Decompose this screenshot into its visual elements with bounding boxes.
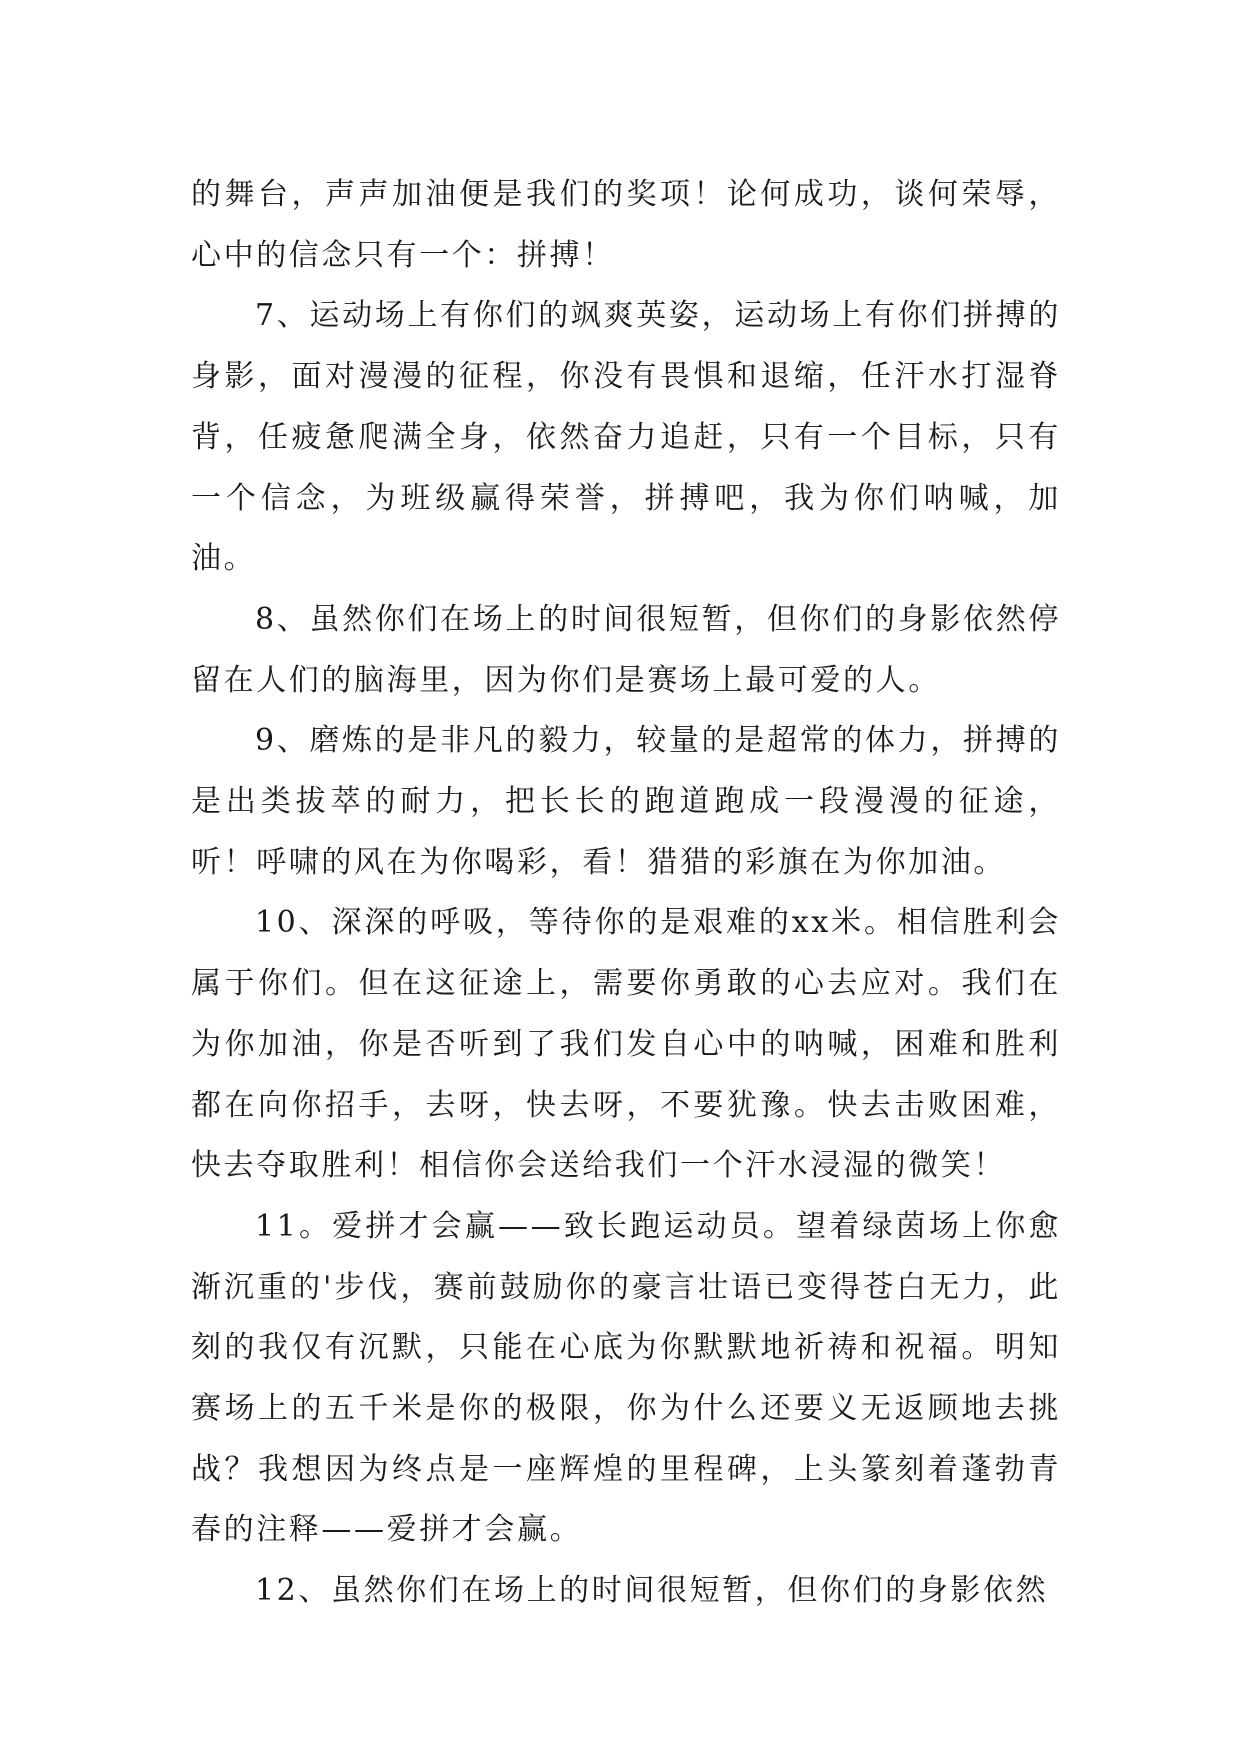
paragraph-item-7: 7、运动场上有你们的飒爽英姿，运动场上有你们拼搏的身影，面对漫漫的征程，你没有畏惧和退缩，任汗水打湿脊背，任疲惫爬满全身，依然奋力追赶，只有一个目标，只有一个信念，为班级赢得荣誉，拼搏吧，我为你们呐喊，加油。 — [191, 298, 1061, 577]
paragraph-continuation: 的舞台，声声加油便是我们的奖项！论何成功，谈何荣辱，心中的信念只有一个：拼搏！ — [191, 177, 1061, 273]
paragraph-item-9: 9、磨炼的是非凡的毅力，较量的是超常的体力，拼搏的是出类拔萃的耐力，把长长的跑道跑成一段漫漫的征途，听！呼啸的风在为你喝彩，看！猎猎的彩旗在为你加油。 — [191, 723, 1061, 880]
paragraph-item-10: 10、深深的呼吸，等待你的是艰难的xx米。相信胜利会属于你们。但在这征途上，需要你勇敢的心去应对。我们在为你加油，你是否听到了我们发自心中的呐喊，困难和胜利都在向你招手，去呀，快去呀，不要犹豫。快去击败困难，快去夺取胜利！相信你会送给我们一个汗水浸湿的微笑！ — [191, 905, 1061, 1184]
paragraph-item-8: 8、虽然你们在场上的时间很短暂，但你们的身影依然停留在人们的脑海里，因为你们是赛场上最可爱的人。 — [191, 601, 1061, 698]
body-text — [191, 165, 1061, 1622]
paragraph-item-12: 12、虽然你们在场上的时间很短暂，但你们的身影依然 — [255, 1573, 1049, 1609]
paragraph-item-11: 11。爱拼才会赢——致长跑运动员。望着绿茵场上你愈渐沉重的'步伐，赛前鼓励你的豪言壮语已变得苍白无力，此刻的我仅有沉默，只能在心底为你默默地祈祷和祝福。明知赛场上的五千米是你的极限，你为什么还要义无返顾地去挑战？我想因为终点是一座辉煌的里程碑，上头篆刻着蓬勃青春的注释——爱拼才会赢。 — [191, 1208, 1061, 1548]
